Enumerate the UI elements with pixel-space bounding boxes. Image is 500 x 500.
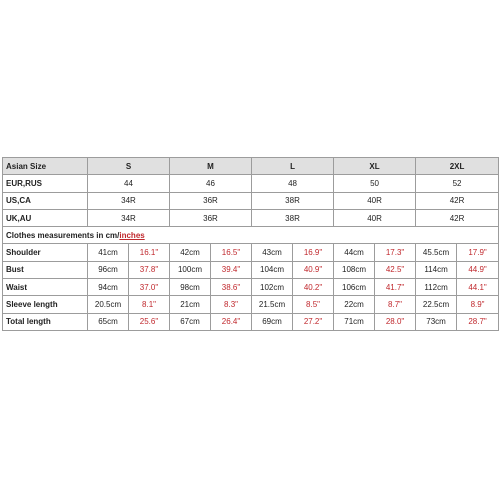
measurement-inch: 40.9" xyxy=(293,261,334,278)
measurement-row xyxy=(3,244,499,261)
measurement-inch: 25.6" xyxy=(129,313,170,330)
size-header-cell: L xyxy=(252,158,334,175)
measurement-inch: 16.5" xyxy=(211,244,252,261)
measurement-label: Waist xyxy=(3,279,88,296)
measurement-cm: 106cm xyxy=(334,279,375,296)
measurements-section-title xyxy=(3,227,499,244)
conversion-value: 50 xyxy=(334,175,416,192)
measurement-cm: 20.5cm xyxy=(88,296,129,313)
measurement-cm: 114cm xyxy=(416,261,457,278)
size-header-cell: S xyxy=(88,158,170,175)
measurement-inch: 41.7" xyxy=(375,279,416,296)
measurement-cm: 69cm xyxy=(252,313,293,330)
conversion-value: 44 xyxy=(88,175,170,192)
measurement-cm: 65cm xyxy=(88,313,129,330)
size-header-label: Asian Size xyxy=(3,158,88,175)
measurement-inch: 37.8" xyxy=(129,261,170,278)
conversion-row xyxy=(3,192,499,209)
measurement-inch: 44.1" xyxy=(457,279,499,296)
measurement-row xyxy=(3,313,499,330)
conversion-row xyxy=(3,209,499,226)
measurement-inch: 8.9" xyxy=(457,296,499,313)
measurement-inch: 17.3" xyxy=(375,244,416,261)
conversion-value: 36R xyxy=(170,192,252,209)
measurement-inch: 8.3" xyxy=(211,296,252,313)
measurement-cm: 45.5cm xyxy=(416,244,457,261)
measurement-inch: 39.4" xyxy=(211,261,252,278)
section-prefix: Clothes measurements in cm/ xyxy=(6,230,120,240)
measurement-inch: 27.2" xyxy=(293,313,334,330)
conversion-value: 52 xyxy=(416,175,499,192)
measurement-cm: 108cm xyxy=(334,261,375,278)
conversion-value: 38R xyxy=(252,192,334,209)
conversion-label: EUR,RUS xyxy=(3,175,88,192)
measurement-cm: 104cm xyxy=(252,261,293,278)
conversion-value: 42R xyxy=(416,192,499,209)
size-header-cell: 2XL xyxy=(416,158,499,175)
conversion-value: 40R xyxy=(334,209,416,226)
size-header-cell: M xyxy=(170,158,252,175)
measurement-inch: 38.6" xyxy=(211,279,252,296)
measurement-cm: 96cm xyxy=(88,261,129,278)
measurement-cm: 42cm xyxy=(170,244,211,261)
section-unit: inches xyxy=(119,230,145,240)
measurement-cm: 41cm xyxy=(88,244,129,261)
measurement-cm: 112cm xyxy=(416,279,457,296)
measurement-inch: 42.5" xyxy=(375,261,416,278)
size-chart-body xyxy=(3,158,499,331)
measurement-inch: 16.9" xyxy=(293,244,334,261)
measurement-cm: 22cm xyxy=(334,296,375,313)
measurement-cm: 73cm xyxy=(416,313,457,330)
measurement-cm: 102cm xyxy=(252,279,293,296)
conversion-value: 48 xyxy=(252,175,334,192)
measurement-inch: 8.5" xyxy=(293,296,334,313)
measurement-label: Shoulder xyxy=(3,244,88,261)
measurements-section-row xyxy=(3,227,499,244)
measurement-cm: 21.5cm xyxy=(252,296,293,313)
measurement-cm: 21cm xyxy=(170,296,211,313)
measurement-inch: 17.9" xyxy=(457,244,499,261)
measurement-cm: 98cm xyxy=(170,279,211,296)
conversion-value: 42R xyxy=(416,209,499,226)
measurement-label: Total length xyxy=(3,313,88,330)
measurement-inch: 40.2" xyxy=(293,279,334,296)
measurement-row xyxy=(3,261,499,278)
measurement-label: Bust xyxy=(3,261,88,278)
measurement-cm: 100cm xyxy=(170,261,211,278)
measurement-inch: 28.7" xyxy=(457,313,499,330)
size-header-row xyxy=(3,158,499,175)
conversion-value: 40R xyxy=(334,192,416,209)
measurement-cm: 67cm xyxy=(170,313,211,330)
conversion-value: 38R xyxy=(252,209,334,226)
measurement-inch: 16.1" xyxy=(129,244,170,261)
measurement-cm: 43cm xyxy=(252,244,293,261)
measurement-cm: 71cm xyxy=(334,313,375,330)
measurement-row xyxy=(3,296,499,313)
measurement-row xyxy=(3,279,499,296)
conversion-value: 36R xyxy=(170,209,252,226)
conversion-value: 46 xyxy=(170,175,252,192)
measurement-cm: 94cm xyxy=(88,279,129,296)
size-chart-table xyxy=(2,157,499,331)
measurement-cm: 22.5cm xyxy=(416,296,457,313)
size-header-cell: XL xyxy=(334,158,416,175)
measurement-inch: 44.9" xyxy=(457,261,499,278)
measurement-label: Sleeve length xyxy=(3,296,88,313)
conversion-row xyxy=(3,175,499,192)
measurement-inch: 37.0" xyxy=(129,279,170,296)
measurement-inch: 26.4" xyxy=(211,313,252,330)
measurement-inch: 28.0" xyxy=(375,313,416,330)
measurement-inch: 8.7" xyxy=(375,296,416,313)
conversion-value: 34R xyxy=(88,192,170,209)
measurement-cm: 44cm xyxy=(334,244,375,261)
conversion-label: UK,AU xyxy=(3,209,88,226)
measurement-inch: 8.1" xyxy=(129,296,170,313)
conversion-value: 34R xyxy=(88,209,170,226)
conversion-label: US,CA xyxy=(3,192,88,209)
